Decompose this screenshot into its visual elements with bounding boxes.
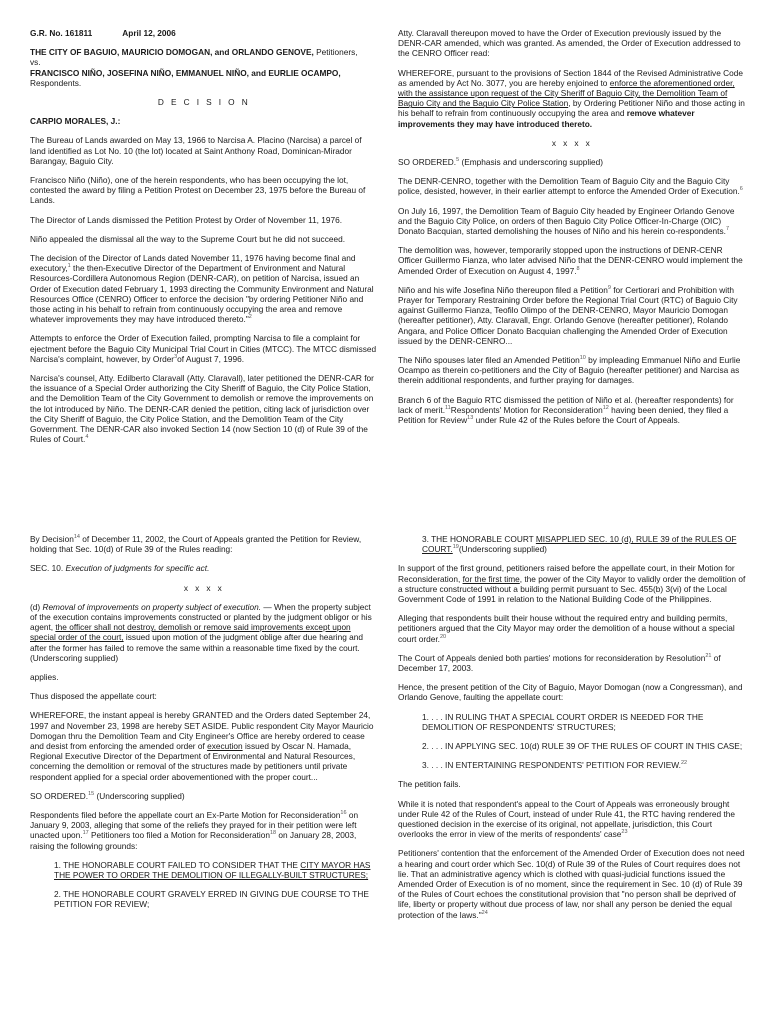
- text: WHEREFORE, the instant appeal is hereby GRANTED and the Orders dated September 24, 1997 and November 23, 1998 are hereby SET ASIDE. Public respondent City Mayor: [30, 710, 371, 731]
- page1-left-column: [30, 28, 378, 498]
- underlined-text: the officer shall not destroy, demolish or remove said improvements except upon special order of the court,: [30, 622, 351, 643]
- document-page-2: [0, 512, 768, 1024]
- footnote-link[interactable]: 12: [602, 405, 609, 412]
- paragraph: [30, 791, 378, 801]
- paragraph: Niño appealed the dismissal all the way to the Supreme Court but he did not succeed.: [30, 233, 346, 244]
- page2-left-column: [30, 534, 378, 1014]
- text: for Certiorari and Prohibition with Prayer for Temporary Restraining Order before the Regional Trial Court (RTC) of Baguio City against Guillermo Fianza, Teofilo Olimpo of the DENR-CENRO, Mayor Mauricio Domogan (hereafter petitioner), Atty. Claravall, Engr. Orlando Genove (hereafter petitioner), Rolando Angara, and Police Officer Donato Bacquian challenging the Amended Order of Execution issued by the DENR-CENRO...: [398, 284, 738, 346]
- footnote-link[interactable]: 23: [621, 829, 628, 836]
- footnote-link[interactable]: 14: [73, 534, 80, 541]
- gr-number: G.R. No. 161811: [30, 28, 93, 38]
- text: 3. THE HONORABLE COURT: [422, 534, 536, 544]
- decision-date: April 12, 2006: [122, 28, 176, 38]
- footnote-link[interactable]: 3: [174, 354, 178, 361]
- footnote-link[interactable]: 8: [576, 265, 580, 272]
- error-item: 2. . . . IN APPLYING SEC. 10(d) RULE 39 OF THE RULES OF COURT IN THIS CASE;: [422, 741, 743, 752]
- paragraph: [398, 245, 746, 276]
- text: The demolition was, however, temporarily stopped upon the instructions of DENR-CENR Officer Guillermo Fianza, who later advised Niño that the DENR-CENRO would implement the Amended Order of Execution on August 4, 1997.: [398, 245, 743, 276]
- text: this Court overlooks the error in view of the merits of respondents' case: [398, 819, 713, 840]
- footnote-link[interactable]: 18: [269, 830, 277, 837]
- text: Narcisa's counsel, Atty. Edilberto Claravall (Atty. Claravall), later petitioned the DENR-: [30, 373, 345, 384]
- text: , the power of the City Mayor to validly order the demolition of a structure constructed without a building permit pursuant to Sec. 455(b) 3(vi) of the Local Government Code of 1991 in relation to the National Building Code of the Philippines.: [398, 573, 746, 605]
- footnote-link[interactable]: 5: [456, 157, 460, 164]
- footnote-link[interactable]: 17: [82, 830, 89, 837]
- text: 1. THE HONORABLE COURT FAILED TO CONSIDER THAT THE: [54, 859, 301, 870]
- text: 1. . . . IN RULING THAT A SPECIAL COURT ORDER IS NEEDED FOR THE: [422, 711, 704, 722]
- footnote-link[interactable]: 19: [452, 544, 459, 551]
- ellipsis-marker: x x x x: [551, 137, 593, 148]
- underlined-text: MISAPPLIED SEC. 10 (d), RULE 39 of the RULES OF COURT.: [422, 534, 737, 555]
- ponente: CARPIO MORALES, J.:: [30, 116, 121, 127]
- paragraph: [398, 395, 746, 426]
- respondents-names: FRANCISCO NIÑO, JOSEFINA NIÑO, EMMANUEL NIÑO, and EURLIE OCAMPO,: [30, 67, 341, 78]
- paragraph: [30, 333, 378, 364]
- text: Attempts to enforce the Order of Execution failed, prompting Narcisa to file a complaint for ejectment before the Baguio City Municipal Trial Court in Cities (MTCC). The MTCC: [30, 333, 361, 354]
- bold-text: remove whatever improvements they may have introduced thereto.: [398, 108, 695, 129]
- text: SO ORDERED.: [30, 790, 89, 801]
- ellipsis-marker: x x x x: [183, 582, 225, 593]
- text: issued by Oscar N. Hamada, Regional Executive Director of the Department of Environmental and Natural Resources, concerning the demolition or removal of the structures made by petitioners until private respondent applied for a special order abovementioned with the proper court...: [30, 741, 356, 782]
- page2-right-column: [398, 534, 746, 1014]
- paragraph: The Bureau of Lands awarded on May 13, 1966 to Narcisa A. Placino (Narcisa) a parcel of land identified as Lot No. 10 (the lot) located at Saint Anthony Road, Dominican-Mirador Barangay, Baguio City.: [30, 135, 362, 166]
- text: issued upon motion of the judgment oblige after due hearing and after the former has failed to remove the same within a reasonable time fixed by the court. (Underscoring supplied): [30, 632, 364, 663]
- text: on January 28, 2003, raising the following grounds:: [30, 830, 357, 851]
- text: the then-Executive Director of the Department of Environment and Natural Resources-Cordillera Autonomous Region (DENR-CAR), on petition of Narcisa, issued an Order of Execution dated February 1, 1993 directing the Community Environment and Natural Resources Office (CENRO) Officer to enforce the decision "by ordering Petitioner Niño and those acting in his behalf to refrain from continuously occupying the area and remove whatever improvements they may have introduced thereto.": [30, 263, 374, 325]
- text: under Rule 42 of the Rules before the Court of Appeals.: [473, 415, 680, 426]
- quoted-rule: [30, 602, 378, 663]
- versus: vs.: [30, 57, 41, 68]
- footnote-link[interactable]: 21: [705, 653, 712, 660]
- quoted-decision: [30, 710, 378, 781]
- footnote-link[interactable]: 10: [579, 355, 586, 362]
- text: Alleging that respondents built their house without the required entry and building permits, petitioners argued that the City Mayor may order the demolition of a house without a special court order.: [398, 613, 735, 644]
- text: By Decision: [30, 534, 74, 544]
- petitioners-names: THE CITY OF BAGUIO, MAURICIO DOMOGAN, and ORLANDO GENOVE,: [30, 47, 314, 58]
- paragraph: [398, 613, 746, 644]
- paragraph: [398, 157, 746, 167]
- paragraph: [398, 355, 746, 386]
- text: Petitioners' contention that the enforcement of the Amended Order of Execution does not: [398, 848, 724, 859]
- paragraph: [398, 563, 746, 604]
- footnote-link[interactable]: 6: [739, 186, 743, 193]
- text: Niño and his wife Josefina Niño thereupon filed a Petition: [398, 284, 608, 295]
- ground-item: 2. THE HONORABLE COURT GRAVELY ERRED IN GIVING DUE COURSE TO THE PETITION FOR REVIEW;: [54, 889, 369, 910]
- text: of August 7, 1996.: [177, 353, 245, 364]
- text: 3. . . . IN ENTERTAINING RESPONDENTS' PETITION FOR REVIEW.: [422, 760, 681, 771]
- text: dismissed Narcisa's complaint, however, by Order: [30, 343, 377, 364]
- footnote-link[interactable]: 4: [85, 434, 89, 441]
- paragraph: The Director of Lands dismissed the Petition Protest by Order of November 11, 1976.: [30, 214, 343, 225]
- text: , by Ordering Petitioner Niño and those acting in his behalf to refrain from continuously occupying the area and: [398, 98, 745, 119]
- text: Branch 6 of the Baguio RTC dismissed the petition of Niño et al. (hereafter respondents) for lack of merit.: [398, 394, 734, 415]
- text: The Niño spouses later filed an Amended Petition: [398, 355, 580, 366]
- ground-item: [398, 534, 746, 554]
- error-item: [398, 760, 746, 770]
- paragraph: [30, 534, 378, 554]
- footnote-link[interactable]: 24: [481, 909, 488, 916]
- quoted-order: [398, 68, 746, 129]
- paragraph: Thus disposed the appellate court:: [30, 691, 157, 702]
- error-item: [398, 712, 746, 732]
- text: Respondents filed before the appellate court an Ex-Parte Motion for Reconsideration: [30, 810, 341, 821]
- text: (Emphasis and underscoring supplied): [459, 157, 604, 168]
- text: — When the property subject of the execution contains improvements constructed or planted by the judgment obligor or his agent,: [30, 601, 372, 633]
- ground-item: [30, 860, 378, 880]
- text: (d): [30, 601, 43, 612]
- text: brought under Rule 42 of the Rules of Court, instead of under Rule 41, the RTC having rendered the questioned decision in the exercise of its original, not appellate, jurisdiction,: [398, 798, 736, 830]
- paragraph: [398, 285, 746, 346]
- underlined-text: enforce the aforementioned order, with the assistance upon request of the City Sheriff of Baguio City, the Demolition Team of Baguio City and the Baguio City Police Station: [398, 77, 735, 109]
- italic-text: Execution of judgments for specific act.: [65, 563, 210, 574]
- footnote-link[interactable]: 2: [248, 314, 252, 321]
- text: DEMOLITION OF RESPONDENTS' STRUCTURES;: [422, 721, 616, 732]
- paragraph: Francisco Niño (Niño), one of the herein respondents, who has been occupying the lot, contested the award by filing a Petition Protest on December 23, 1975 before the Bureau of Lands.: [30, 175, 366, 206]
- paragraph: [30, 253, 378, 324]
- text: by impleading Emmanuel Niño and Eurlie Ocampo as therein co-petitioners and the City of Baguio (hereafter petitioner) and Narcisa as therein additional respondents, and further praying for damages.: [398, 355, 741, 386]
- text: need a hearing and court order which Sec. 10(d) of Rule 39 of the Rules of Court requires does not lie. That an administrative agency which is clothed with quasi-judicial functions issued the Amended Order of Execution is of no moment, since the requirement in Sec. 10 (d) of Rule 39 of the Rules of Court echoes the constitutional provision that "no person shall be deprived of life, liberty or property without due process of law, nor shall any person be denied the equal protection of the laws.": [398, 848, 745, 920]
- paragraph: The petition fails.: [398, 779, 461, 790]
- footnote-link[interactable]: 15: [88, 791, 95, 798]
- text: The Court of Appeals denied both parties' motions for reconsideration by Resolution: [398, 652, 706, 663]
- footnote-link[interactable]: 20: [439, 633, 447, 640]
- underlined-text: for the first time: [462, 573, 520, 584]
- text: On July 16, 1997, the Demolition Team of Baguio City headed by Engineer Orlando Genove and the Baguio City Police, on orders of then Baguio City Police Officer-In-Charge (OIC) Donato Bacquian, started demolishing the houses of Niño and his herein co-respondents.: [398, 205, 735, 237]
- footnote-link[interactable]: 13: [467, 415, 474, 422]
- rule-section-heading: [30, 563, 378, 573]
- paragraph: [398, 176, 746, 196]
- text: are hereby ordered to cease and desist from enforcing the amended order of: [30, 730, 365, 752]
- text: Petitioners too filed a Motion for Reconsideration: [88, 830, 270, 841]
- text: In support of the first ground, petitioners raised before the appellate court, in their Motion for Reconsideration,: [398, 563, 735, 584]
- paragraph: [398, 206, 746, 237]
- text: (Underscoring supplied): [94, 790, 185, 801]
- text: of December 11, 2002, the Court of Appeals granted the Petition for Review, holding that Sec. 10(d) of Rule 39 of the Rules reading:: [30, 534, 362, 555]
- footnote-link[interactable]: 1: [67, 263, 71, 270]
- footnote-link[interactable]: 7: [725, 226, 729, 233]
- text: (Underscoring supplied): [458, 544, 547, 555]
- respondents-label: Respondents.: [30, 77, 82, 88]
- paragraph: applies.: [30, 672, 59, 683]
- page1-right-column: [398, 28, 746, 498]
- footnote-link[interactable]: 22: [680, 760, 688, 767]
- footnote-link[interactable]: 16: [340, 810, 347, 817]
- text: SEC. 10.: [30, 563, 66, 574]
- text: The decision of the Director of Lands dated November 11, 1976 having become final and executory,: [30, 253, 356, 274]
- underlined-text: CITY MAYOR HAS THE POWER TO ORDER THE DEMOLITION OF ILLEGALLY-BUILT STRUCTURES;: [54, 859, 371, 881]
- paragraph: [398, 848, 746, 919]
- italic-text: Removal of improvements on property subject of execution.: [42, 601, 262, 612]
- text: The DENR-CENRO, together with the Demolition Team of Baguio City and the Baguio City police, desisted, however, in their earlier attempt to enforce the Amended Order of Execution.: [398, 176, 740, 197]
- text: on January 9, 2003, alleging that some of the reliefs they prayed for in their petition were left unacted upon.: [30, 810, 359, 841]
- underlined-text: execution: [207, 741, 243, 752]
- paragraph: Atty. Claravall thereupon moved to have the Order of Execution previously issued by the DENR-CAR amended, which was granted. As amended, the Order of Execution addressed to the CENRO Officer read:: [398, 28, 741, 59]
- text: having been denied, they filed a Petition for Review: [398, 404, 729, 426]
- paragraph: [30, 810, 378, 851]
- paragraph: [398, 799, 746, 840]
- footnote-link[interactable]: 9: [607, 285, 611, 292]
- text: WHEREFORE, pursuant to the provisions of Section 1844 of the Revised Administrative Code as amended by Act No. 3077, you are hereby enjoined to: [398, 67, 743, 88]
- text: SO ORDERED.: [398, 157, 457, 168]
- paragraph: [398, 653, 746, 673]
- text: Respondents' Motion for Reconsideration: [450, 404, 603, 415]
- text: CAR for the issuance of a Special Order authorizing the City Sheriff of Baguio, the City Police Station, and the Demolition Team of the City Government to demolish or remove the improvements on the lot introduced by Niño. The DENR-CAR denied the petition, citing lack of jurisdiction over the City Sheriff of Baguio, the City Police Station, and the Demolition Team of the City Government. The DENR-CAR also invoked Section 14 (now Section 10 (d) of Rule 39 of the Rules of Court.: [30, 373, 374, 445]
- paragraph: [30, 373, 378, 444]
- petitioners-label: Petitioners,: [313, 47, 358, 58]
- text: While it is noted that respondent's appeal to the Court of Appeals was erroneously: [398, 798, 699, 809]
- case-header: [30, 28, 378, 38]
- paragraph: Hence, the present petition of the City of Baguio, Mayor Domogan (now a Congressman), and Orlando Genove, faulting the appellate court:: [398, 682, 743, 703]
- parties-block: [30, 47, 378, 88]
- text: of December 17, 2003.: [398, 652, 721, 674]
- footnote-link[interactable]: 11: [445, 405, 451, 412]
- text: Mauricio Domogan thru the Demolition Team and City Engineer's Office: [30, 720, 374, 741]
- decision-title: D E C I S I O N: [157, 97, 251, 108]
